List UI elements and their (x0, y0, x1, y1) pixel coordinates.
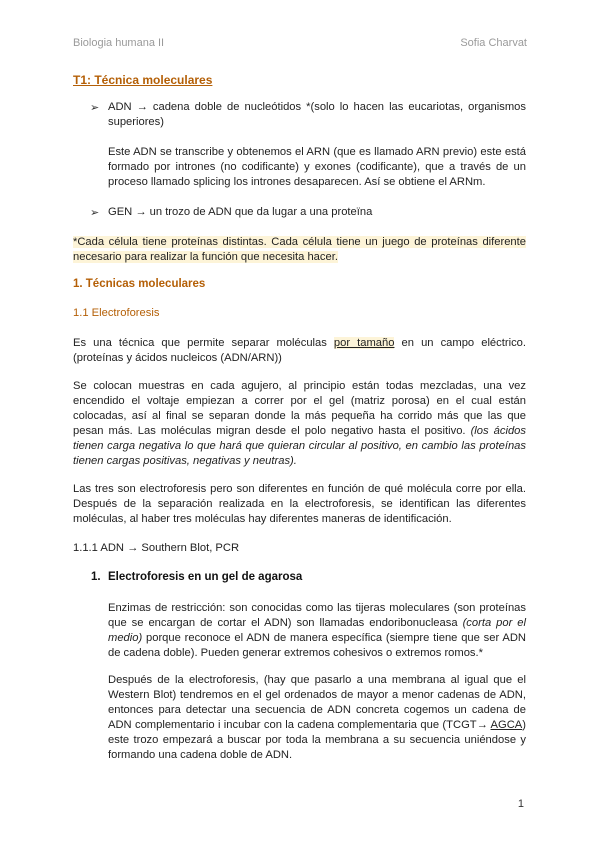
page-title: T1: Técnica moleculares (73, 73, 213, 87)
procedure-text: Se colocan muestras en cada agujero, al principio están todas mezcladas, una vez encendido el voltaje empiezan a correr por el gel (matriz porosa) en el cual están colocadas, así al final se separan donde la más pequeña ha corrido más que las que pesan más. Las moléculas migran desde el polo negativo hasta el positivo. (73, 380, 526, 437)
note-highlight: *Cada célula tiene proteínas distintas. Cada célula tiene un juego de proteínas diferente necesario para realizar la función que necesita hacer. (73, 236, 526, 263)
arrow-bullet-icon: ➢ (90, 102, 100, 114)
membrane-paragraph (108, 673, 526, 763)
underlined-term: por tamaño (333, 337, 395, 349)
section-heading: 1. Técnicas moleculares (73, 278, 206, 290)
gen-bullet-text: GEN → un trozo de ADN que da lugar a una proteïna (108, 206, 373, 218)
subsubsection-heading: 1.1.1 ADN → Southern Blot, PCR (73, 542, 240, 554)
enzymes-text-start: Enzimas de restricción: son conocidas como las tijeras moleculares (son proteínas que se encargan de cortar el ADN) son llamadas endoribonucleasa (108, 602, 526, 629)
arrow-bullet-icon: ➢ (90, 207, 100, 219)
membrane-text-end: ) este trozo empezará a buscar por toda la membrana a su secuencia uniéndose y formando una cadena doble de ADN. (108, 719, 526, 761)
page-number: 1 (517, 798, 524, 810)
intro-paragraph (73, 336, 526, 366)
types-paragraph: Las tres son electroforesis pero son diferentes en función de qué molécula corre por ella. Después de la separación realizada en la electroforesis, se identifican las diferentes moléculas, al haber tres moléculas hay diferentes maneras de identificación. (73, 483, 526, 525)
enzymes-italic: (corta por el medio) (108, 617, 526, 644)
enzymes-text-end: porque reconoce el ADN de manera específica (siempre tiene que ser ADN de cadena doble). Pueden generar extremos cohesivos o extremos romos.* (108, 632, 526, 659)
adn-detail-text: Este ADN se transcribe y obtenemos el ARN (que es llamado ARN previo) este está formado por intrones (no codificante) y exones (codificante), que a través de un proceso llamado splicing los intrones desaparecen. Así se obtiene el ARNm. (108, 146, 526, 188)
procedure-paragraph (73, 379, 526, 469)
intro-text-end: en un campo eléctrico. (proteínas y ácidos nucleicos (ADN/ARN)) (73, 337, 526, 364)
header-right: Sofia Charvat (460, 37, 527, 49)
sequence-underlined: AGCA (490, 719, 523, 731)
header-left: Biologia humana II (73, 37, 165, 49)
adn-bullet-text: ADN → cadena doble de nucleótidos *(solo lo hacen las eucariotas, organismos superiores) (108, 101, 526, 128)
note-paragraph (73, 235, 526, 265)
item-heading: Electroforesis en un gel de agarosa (108, 571, 303, 583)
subsection-heading: 1.1 Electroforesis (73, 307, 160, 319)
enzymes-paragraph (108, 601, 526, 661)
membrane-text-start: Después de la electroforesis, (hay que pasarlo a una membrana al igual que el Western Blot) tendremos en el gel ordenados de mayor a menor cadenas de ADN, entonces para detectar una secuencia de ADN concreta cogemos un cadena de ADN complementario i incubar con la cadena complementaria que (TCGT→ (108, 674, 526, 731)
intro-text-start: Es una técnica que permite separar moléculas (73, 337, 334, 349)
item-number: 1. (91, 571, 101, 583)
procedure-italic-note: (los ácidos tienen carga negativa lo que hará que quieran circular al positivo, en cambio las proteínas tienen cargas positivas, negativas y neutras). (73, 425, 526, 467)
